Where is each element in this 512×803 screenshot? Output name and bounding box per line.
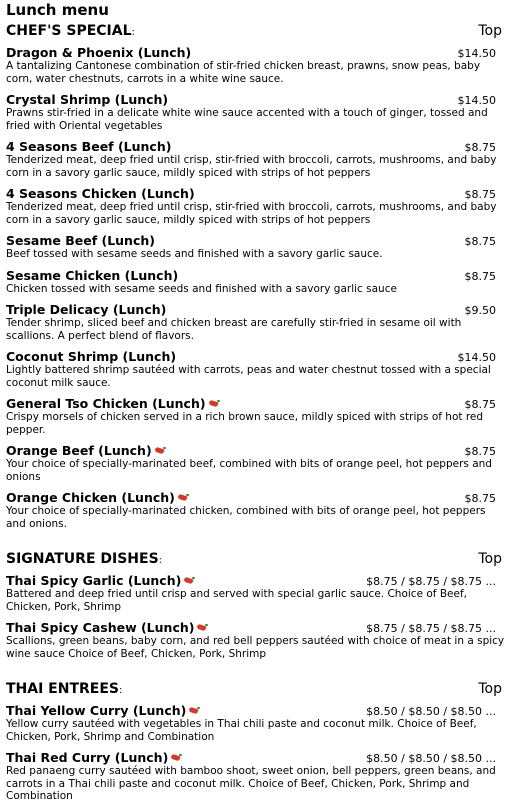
section-title-text: CHEF'S SPECIAL [6, 23, 132, 39]
menu-item-description: Beef tossed with sesame seeds and finished with a savory garlic sauce. [6, 248, 383, 260]
menu-item-description: Red panaeng curry sautéed with bamboo shoot, sweet onion, bell peppers, green beans, and carrots in a Thai chili paste and coconut milk. Choice of Beef, Chicken, Pork, Shrimp and Combination [6, 765, 496, 802]
menu-sections [6, 21, 506, 803]
menu-item-title [6, 618, 208, 636]
section-header [6, 549, 506, 571]
menu-item-price: $8.75 [464, 492, 496, 505]
menu-item-name[interactable]: 4 Seasons Beef (Lunch) [6, 139, 172, 154]
menu-item [6, 90, 506, 132]
menu-item-header [6, 266, 506, 283]
menu-item-title [6, 231, 155, 249]
menu-item-header [6, 300, 506, 317]
menu-item-price: $8.75 [464, 188, 496, 201]
section-title-colon: : [119, 685, 123, 696]
menu-item-description: Lightly battered shrimp sautéed with carrots, peas and water chestnut tossed with a special coconut milk sauce. [6, 364, 491, 389]
back-to-top-link[interactable]: Top [478, 551, 502, 567]
section-title [6, 679, 122, 701]
menu-item [6, 488, 506, 530]
section-title-colon: : [158, 555, 163, 566]
menu-item [6, 184, 506, 226]
section-title [6, 21, 135, 43]
menu-item-header [6, 701, 506, 718]
menu-item [6, 701, 506, 743]
menu-item-description: A tantalizing Cantonese combination of stir-fried chicken breast, prawns, snow peas, baby corn, water chestnuts, carrots in a white wine sauce. [6, 60, 481, 85]
menu-item-title [6, 701, 200, 719]
section-spacer [6, 535, 506, 549]
menu-item-title [6, 347, 176, 365]
menu-item [6, 137, 506, 179]
menu-item-name[interactable]: Orange Chicken (Lunch) [6, 490, 175, 505]
menu-item-price: $14.50 [457, 351, 496, 364]
section-title [6, 549, 162, 571]
menu-item [6, 394, 506, 436]
menu-item [6, 618, 506, 660]
menu-item [6, 266, 506, 296]
menu-item-price: $8.75 [464, 141, 496, 154]
menu-item-header [6, 488, 506, 505]
menu-item-price: $8.75 [464, 398, 496, 411]
section-header [6, 679, 506, 701]
menu-item-price: $8.50 / $8.50 / $8.50 ... [366, 705, 496, 718]
chili-pepper-icon [171, 755, 182, 761]
chili-pepper-icon [155, 448, 166, 454]
back-to-top-link[interactable]: Top [478, 23, 502, 39]
chili-pepper-icon [184, 578, 195, 584]
menu-item-name[interactable]: General Tso Chicken (Lunch) [6, 396, 206, 411]
menu-item [6, 571, 506, 613]
menu-item-title [6, 137, 171, 155]
menu-title: Lunch menu [6, 1, 109, 19]
menu-item-header [6, 137, 506, 154]
menu-item-name[interactable]: Crystal Shrimp (Lunch) [6, 92, 169, 107]
menu-item-name[interactable]: Thai Yellow Curry (Lunch) [6, 703, 187, 718]
menu-item-name[interactable]: Coconut Shrimp (Lunch) [6, 349, 177, 364]
menu-item-header [6, 571, 506, 588]
menu-item [6, 441, 506, 483]
menu-item-price: $8.75 [464, 235, 496, 248]
menu-item-header [6, 394, 506, 411]
menu-item-price: $8.75 [464, 445, 496, 458]
menu-item-description: Battered and deep fried until crisp and served with special garlic sauce. Choice of Beef, Chicken, Pork, Shrimp [6, 588, 467, 613]
chili-pepper-icon [197, 625, 208, 631]
menu-item-description: Prawns stir-fried in a delicate white wine sauce accented with a touch of ginger, tossed and fried with Oriental vegetables [6, 107, 488, 132]
menu-item-name[interactable]: Dragon & Phoenix (Lunch) [6, 45, 192, 60]
section-title-text: THAI ENTREES [6, 681, 120, 697]
menu-item [6, 347, 506, 389]
menu-item-price: $14.50 [457, 47, 496, 60]
menu-item-name[interactable]: Thai Spicy Garlic (Lunch) [6, 573, 182, 588]
section-title-colon: : [131, 27, 135, 38]
menu-item-description: Tenderized meat, deep fried until crisp, stir-fried with broccoli, carrots, mushrooms, and baby corn in a savory garlic sauce, mildly spiced with strips of hot peppers [6, 154, 497, 179]
menu-item-price: $8.75 / $8.75 / $8.75 ... [366, 575, 496, 588]
menu-item-title [6, 266, 178, 284]
menu-item-header [6, 184, 506, 201]
menu-item-header [6, 43, 506, 60]
menu-item-title [6, 571, 195, 589]
back-to-top-link[interactable]: Top [478, 681, 502, 697]
menu-item-title [6, 488, 189, 506]
section-spacer [6, 665, 506, 679]
menu-item-description: Tenderized meat, deep fried until crisp, stir-fried with broccoli, carrots, mushrooms, and baby corn in a savory garlic sauce, mildly spiced with strips of hot peppers [6, 201, 497, 226]
menu-item-title [6, 43, 191, 61]
chili-pepper-icon [189, 708, 200, 714]
menu-item-name[interactable]: Triple Delicacy (Lunch) [6, 302, 167, 317]
chili-pepper-icon [178, 495, 189, 501]
menu-item [6, 300, 506, 342]
menu-item-description: Your choice of specially-marinated chicken, combined with bits of orange peel, hot peppers and onions. [6, 505, 486, 530]
menu-item-name[interactable]: 4 Seasons Chicken (Lunch) [6, 186, 195, 201]
menu-item-header [6, 90, 506, 107]
chili-pepper-icon [209, 401, 220, 407]
menu-item-description: Crispy morsels of chicken served in a rich brown sauce, mildly spiced with strips of hot red pepper. [6, 411, 484, 436]
menu-item [6, 748, 506, 803]
menu-item-title [6, 300, 166, 318]
menu-item-price: $8.50 / $8.50 / $8.50 ... [366, 752, 496, 765]
menu-item-header [6, 231, 506, 248]
menu-item-title [6, 748, 182, 766]
menu-item-description: Chicken tossed with sesame seeds and finished with a savory garlic sauce [6, 282, 397, 295]
menu-item [6, 231, 506, 261]
menu-item-header [6, 618, 506, 635]
menu-item-name[interactable]: Thai Red Curry (Lunch) [6, 750, 169, 765]
menu-item-header [6, 347, 506, 364]
menu-item-title [6, 90, 168, 108]
menu-item-description: Yellow curry sautéed with vegetables in Thai chili paste and coconut milk. Choice of Beef, Chicken, Pork, Shrimp and Combination [6, 718, 477, 743]
menu-item-name[interactable]: Orange Beef (Lunch) [6, 443, 152, 458]
menu-item-name[interactable]: Sesame Chicken (Lunch) [6, 267, 179, 283]
menu-item-description: Scallions, green beans, baby corn, and red bell peppers sautéed with choice of meat in a spicy wine sauce Choice of Beef, Chicken, Pork, Shrimp [6, 635, 505, 660]
menu-item-title [6, 394, 220, 412]
section-title-text: SIGNATURE DISHES [6, 551, 159, 567]
menu-item-price: $8.75 / $8.75 / $8.75 ... [366, 622, 496, 635]
menu-item-title [6, 184, 195, 202]
menu-item-header [6, 441, 506, 458]
menu-item-header [6, 748, 506, 765]
menu-item-name[interactable]: Thai Spicy Cashew (Lunch) [6, 620, 195, 635]
menu-item-description: Your choice of specially-marinated beef, combined with bits of orange peel, hot peppers and onions [6, 458, 492, 483]
menu-item-name[interactable]: Sesame Beef (Lunch) [6, 233, 155, 248]
menu-item [6, 43, 506, 85]
menu-item-description: Tender shrimp, sliced beef and chicken breast are carefully stir-fried in sesame oil with scallions. A perfect blend of flavors. [6, 317, 462, 342]
section-header [6, 21, 506, 43]
menu-item-price: $9.50 [464, 304, 496, 317]
menu-item-price: $8.75 [464, 269, 496, 283]
menu-item-price: $14.50 [457, 94, 496, 107]
menu-item-title [6, 441, 166, 459]
